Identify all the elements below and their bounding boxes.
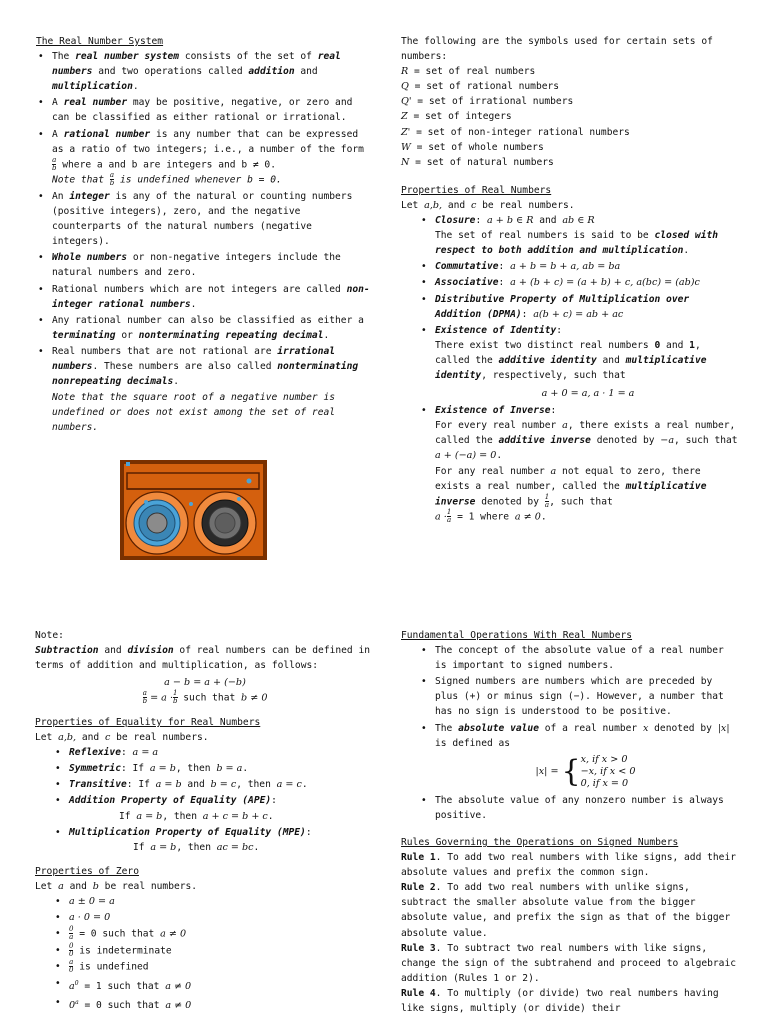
list-item: • The concept of the absolute value of a real number is important to signed numbers. (419, 643, 736, 673)
symbol-row: Z' = set of non-integer rational numbers (401, 126, 630, 138)
q4-section (401, 628, 736, 1016)
list-item: • Rational numbers which are not integers are called non-integer rational numbers. (36, 282, 371, 312)
list-item: • The absolute value of a real number x denoted by |x| is defined as |x| = { x, if x > 0 −x, if x < 0 0, if x = 0 (419, 721, 736, 790)
list-item: • Addition Property of Equality (APE): If a = b, then a + c = b + c. (53, 793, 375, 823)
symbol-list (401, 64, 741, 170)
list-item: • An integer is any of the natural or counting numbers (positive integers), zero, and the negative counterparts of the natural numbers (negative integers). (36, 189, 371, 249)
list-item: • a ± 0 = a (53, 894, 375, 909)
list-item: • A real number may be positive, negative, or zero and can be classified as either rational or irrational. (36, 95, 371, 125)
list-item: • Closure: a + b ∈ R and ab ∈ R The set of real numbers is said to be closed with respect to both addition and multiplication. (419, 213, 741, 258)
list-item: • $\frac{0}{a}$ = 0 such that a ≠ 0 (53, 926, 375, 942)
list-item: • Any rational number can also be classified as either a terminating or nonterminating repeating decimal. (36, 313, 371, 343)
list-item: • Multiplication Property of Equality (MPE): If a = b, then ac = bc. (53, 825, 375, 855)
list-item: • The absolute value of any nonzero number is always positive. (419, 793, 736, 823)
equality-heading: Properties of Equality for Real Numbers (35, 716, 261, 728)
list-item: • The real number system consists of the set of real numbers and two operations called addition and multiplication. (36, 49, 371, 94)
radio-display (127, 473, 259, 489)
list-item: • Symmetric: If a = b, then b = a. (53, 761, 375, 776)
square-root-note: Note that the square root of a negative number is undefined or does not exist among the set of real numbers. (52, 392, 336, 434)
properties-list (419, 213, 741, 525)
identity-equation: a + 0 = a, a · 1 = a (541, 388, 635, 400)
fundamental-list (419, 643, 736, 823)
list-item: • Existence of Inverse: For every real number a, there exists a real number, called the additive inverse denoted by −a, such that a + (−a) = 0. For any real number a not equal to zero, there exists a real number, called the multiplicative inverse denoted by $\frac{1}{a}$ , such that a · $\frac{1}{a}$ = 1 where a ≠ 0. (419, 403, 741, 525)
list-item: • A rational number is any number that can be expressed as a ratio of two integers; i.e., a number of the form $\frac{a}{b}$ where a and b are integers and b ≠ 0. Note that $\frac{a}{b}$ is undefined whenever b = 0. (36, 127, 371, 188)
right-speaker-cone (215, 513, 235, 533)
symbol-row: N = set of natural numbers (401, 156, 554, 168)
symbol-row: Q = set of rational numbers (401, 81, 560, 93)
list-item: • Existence of Identity: There exist two distinct real numbers 0 and 1, called the additive identity and multiplicative identity, respectively, such that a + 0 = a, a · 1 = a (419, 323, 741, 401)
symbol-row: W = set of whole numbers (401, 141, 544, 153)
list-item: • Transitive: If a = b and b = c, then a = c. (53, 777, 375, 792)
symbols-intro: The following are the symbols used for certain sets of numbers: (401, 36, 713, 63)
list-item: • Real numbers that are not rational are irrational numbers. These numbers are also called nonterminating nonrepeating decimals. (36, 344, 371, 389)
fundamental-operations-heading: Fundamental Operations With Real Numbers (401, 630, 633, 641)
rule-3: Rule 3. To subtract two real numbers with like signs, change the sign of the subtrahend and proceed to algebraic addition (Rules 1 or 2). (401, 942, 737, 984)
radio-illustration (119, 459, 268, 561)
q1-section (36, 34, 371, 435)
zero-let: Let a and b be real numbers. (35, 880, 198, 892)
list-item: • $a^0 = 1$ such that a ≠ 0 (53, 976, 375, 994)
list-item: • $0^a = 0$ such that a ≠ 0 (53, 995, 375, 1013)
list-item: • Signed numbers are numbers which are preceded by plus (+) or minus sign (−). However, a number that has no sign is understood to be positive. (419, 674, 736, 719)
absolute-value-definition: |x| = { x, if x > 0 −x, if x < 0 0, if x = 0 (535, 753, 636, 789)
list-item: • Whole numbers or non-negative integers include the natural numbers and zero. (36, 250, 371, 280)
symbol-row: R = set of real numbers (401, 66, 536, 78)
list-item: • Associative: a + (b + c) = (a + b) + c, a(bc) = (ab)c (419, 275, 741, 290)
fraction-a-over-b: $\frac{a}{b}$ (52, 155, 57, 172)
q3-section (35, 628, 375, 1015)
rules-heading: Rules Governing the Operations on Signed Numbers (401, 836, 679, 848)
symbol-row: Q' = set of irrational numbers (401, 96, 574, 108)
subtraction-equation: a − b = a + (−b) (164, 677, 246, 689)
list-item: • $\frac{0}{0}$ is indeterminate (53, 943, 375, 959)
list-item: • Reflexive: a = a (53, 745, 375, 760)
zero-list (53, 894, 375, 1014)
real-number-list (36, 49, 371, 389)
properties-let: Let a,b, and c be real numbers. (401, 199, 575, 211)
list-item: • Commutative: a + b = b + a, ab = ba (419, 259, 741, 274)
zero-heading: Properties of Zero (35, 865, 139, 877)
rule-2: Rule 2. To add two real numbers with unlike signs, subtract the smaller absolute value from the bigger absolute value, and prefix the sign as that of the bigger absolute value. (401, 882, 731, 939)
left-speaker-cone (147, 513, 167, 533)
note-label: Note: (35, 630, 64, 641)
equality-list (53, 745, 375, 855)
q2-section (401, 34, 741, 526)
list-item: • $\frac{a}{0}$ is undefined (53, 959, 375, 975)
rule-1: Rule 1. To add two real numbers with like signs, add their absolute values and prefix the common sign. (401, 852, 737, 879)
division-equation: $\frac{a}{b}$ = a · $\frac{1}{b}$ such that b ≠ 0 (142, 689, 268, 706)
knob (247, 479, 252, 484)
equality-let: Let a,b, and c be real numbers. (35, 732, 209, 744)
real-number-system-heading: The Real Number System (36, 36, 164, 47)
list-item: • Distributive Property of Multiplication over Addition (DPMA): a(b + c) = ab + ac (419, 292, 741, 322)
note-text: Subtraction and division of real numbers can be defined in terms of addition and multiplication, as follows: (35, 645, 371, 672)
list-item: • a · 0 = 0 (53, 910, 375, 925)
rule-4: Rule 4. To multiply (or divide) two real numbers having like signs, multiply (or divide) their (401, 987, 719, 1014)
symbol-row: Z = set of integers (401, 111, 512, 123)
properties-heading: Properties of Real Numbers (401, 184, 552, 196)
